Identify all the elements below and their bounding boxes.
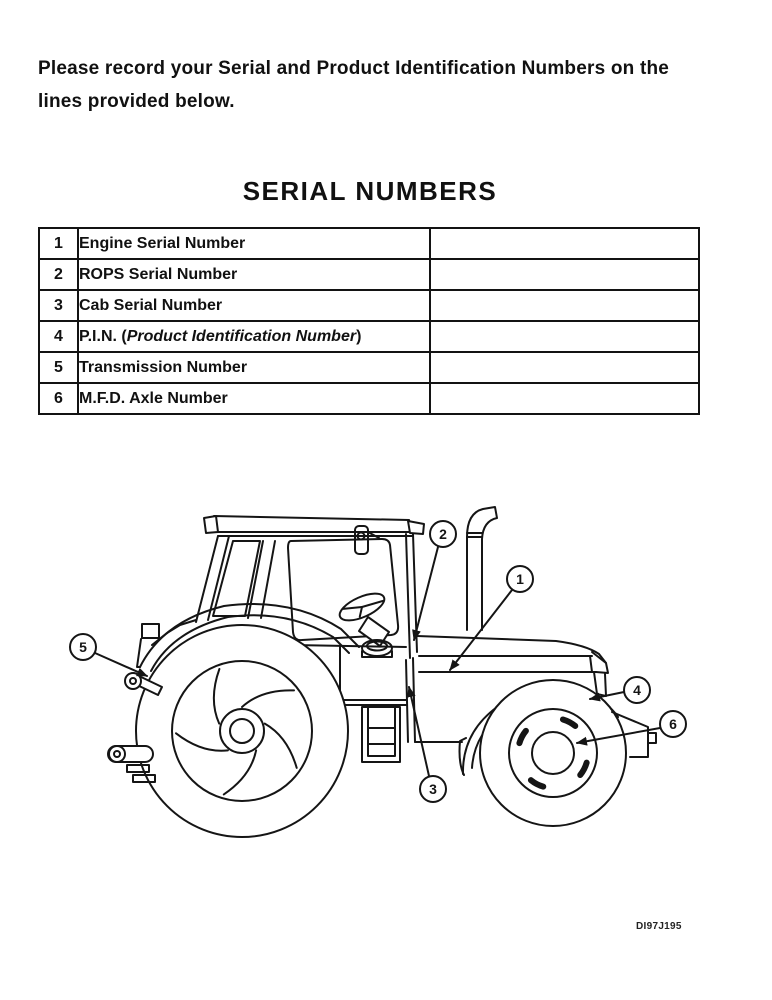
table-row <box>39 321 699 352</box>
row-label-italic: Product Identification Number <box>126 327 357 345</box>
row-value-blank <box>430 259 699 290</box>
intro-text <box>38 52 744 118</box>
table-row <box>39 383 699 414</box>
row-label <box>78 259 430 290</box>
page-title: SERIAL NUMBERS <box>242 176 498 206</box>
row-number: 4 <box>39 321 78 352</box>
row-number: 6 <box>39 383 78 414</box>
row-label <box>78 383 430 414</box>
row-value-blank <box>430 228 699 259</box>
row-label-text: Cab Serial Number <box>79 296 223 314</box>
callout-5 <box>70 634 147 676</box>
row-label <box>78 321 430 352</box>
row-number: 1 <box>39 228 78 259</box>
exhaust-stack <box>467 507 497 630</box>
intro-line-2: lines provided below. <box>38 91 235 112</box>
row-label-text: ROPS Serial Number <box>79 265 238 283</box>
cab-roof <box>204 516 424 536</box>
tractor-figure <box>0 470 772 990</box>
callout-1 <box>450 566 533 670</box>
row-label-text: Engine Serial Number <box>79 234 246 252</box>
row-label-suffix: ) <box>356 327 362 345</box>
row-value-blank <box>430 290 699 321</box>
intro-line-1: Please record your Serial and Product Identification Numbers on the <box>38 58 670 79</box>
row-label-text: Transmission Number <box>79 358 248 376</box>
row-value-blank <box>430 383 699 414</box>
rear-wheel <box>136 625 348 837</box>
callout-1-number: 1 <box>516 571 524 587</box>
callout-5-number: 5 <box>79 639 87 655</box>
row-label <box>78 228 430 259</box>
table-row <box>39 352 699 383</box>
callout-6-number: 6 <box>669 716 677 732</box>
row-label-text: M.F.D. Axle Number <box>79 389 228 407</box>
figure-code: DI97J195 <box>636 921 682 932</box>
serial-numbers-table <box>38 227 700 415</box>
row-value-blank <box>430 321 699 352</box>
tractor-drawing <box>108 507 656 837</box>
row-label <box>78 352 430 383</box>
table-row <box>39 228 699 259</box>
row-label-text: P.I.N. ( <box>79 327 127 345</box>
callout-3-number: 3 <box>429 781 437 797</box>
callout-2 <box>414 521 456 640</box>
row-number: 5 <box>39 352 78 383</box>
table-row <box>39 290 699 321</box>
table-row <box>39 259 699 290</box>
callout-4-number: 4 <box>633 682 641 698</box>
row-value-blank <box>430 352 699 383</box>
front-wheel <box>480 680 626 826</box>
row-number: 3 <box>39 290 78 321</box>
callout-2-number: 2 <box>439 526 447 542</box>
row-label <box>78 290 430 321</box>
row-number: 2 <box>39 259 78 290</box>
